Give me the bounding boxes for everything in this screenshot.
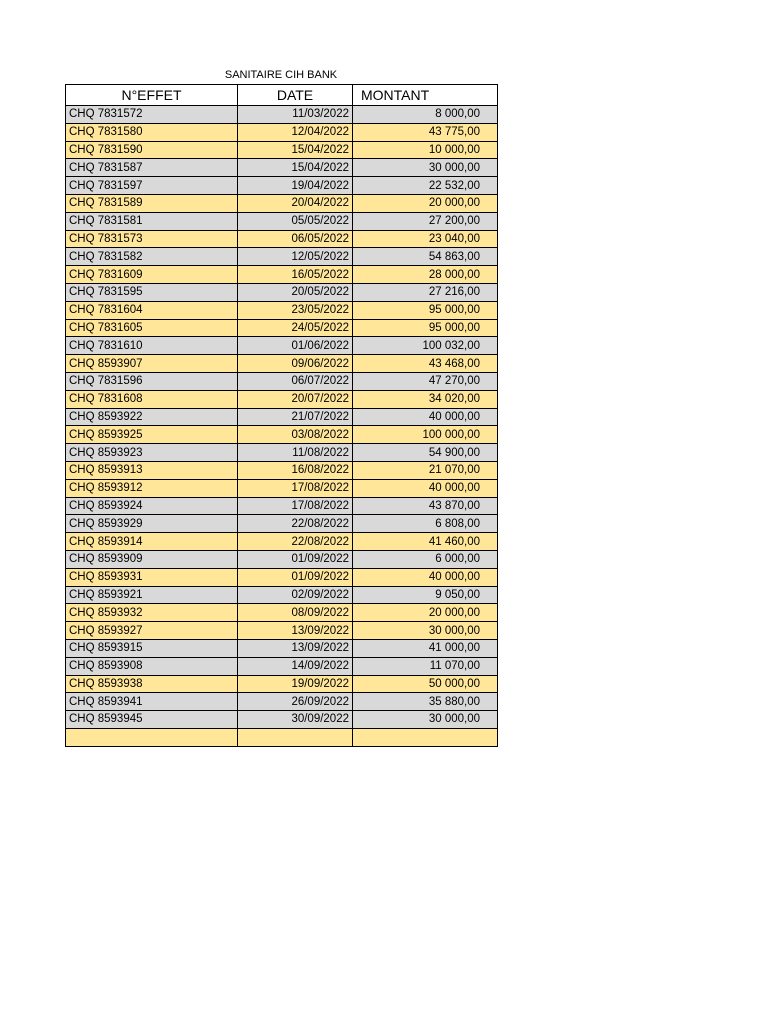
cell-montant: 22 532,00 xyxy=(353,177,498,195)
table-row xyxy=(66,568,498,586)
cell-montant: 6 000,00 xyxy=(353,550,498,568)
cell-effet: CHQ 8593923 xyxy=(66,444,238,462)
table-row xyxy=(66,657,498,675)
cell-effet: CHQ 7831587 xyxy=(66,159,238,177)
cell-date xyxy=(238,728,353,746)
cell-date: 20/07/2022 xyxy=(238,390,353,408)
cell-montant: 21 070,00 xyxy=(353,461,498,479)
cell-effet: CHQ 8593907 xyxy=(66,355,238,373)
cell-effet: CHQ 7831572 xyxy=(66,106,238,124)
table-row xyxy=(66,283,498,301)
cell-montant: 20 000,00 xyxy=(353,604,498,622)
table-row xyxy=(66,372,498,390)
cell-effet: CHQ 7831605 xyxy=(66,319,238,337)
cell-effet: CHQ 7831596 xyxy=(66,372,238,390)
table-body xyxy=(66,106,498,747)
cell-montant: 6 808,00 xyxy=(353,515,498,533)
cell-montant: 35 880,00 xyxy=(353,693,498,711)
cell-montant: 100 000,00 xyxy=(353,426,498,444)
cell-effet: CHQ 8593914 xyxy=(66,533,238,551)
cell-montant: 34 020,00 xyxy=(353,390,498,408)
cell-date: 01/09/2022 xyxy=(238,550,353,568)
cell-date: 06/07/2022 xyxy=(238,372,353,390)
cell-montant: 43 775,00 xyxy=(353,123,498,141)
cell-date: 16/05/2022 xyxy=(238,266,353,284)
table-row xyxy=(66,515,498,533)
cell-effet: CHQ 8593941 xyxy=(66,693,238,711)
cell-effet: CHQ 7831604 xyxy=(66,301,238,319)
table-row xyxy=(66,355,498,373)
cell-montant: 95 000,00 xyxy=(353,319,498,337)
cell-montant: 11 070,00 xyxy=(353,657,498,675)
cell-effet: CHQ 8593938 xyxy=(66,675,238,693)
cell-date: 11/03/2022 xyxy=(238,106,353,124)
cell-date: 15/04/2022 xyxy=(238,141,353,159)
cell-effet: CHQ 8593932 xyxy=(66,604,238,622)
cell-montant: 23 040,00 xyxy=(353,230,498,248)
cell-effet: CHQ 7831589 xyxy=(66,194,238,212)
table-row xyxy=(66,301,498,319)
cell-effet: CHQ 7831582 xyxy=(66,248,238,266)
cell-montant: 54 900,00 xyxy=(353,444,498,462)
cell-date: 12/05/2022 xyxy=(238,248,353,266)
table-row xyxy=(66,639,498,657)
cell-effet: CHQ 8593924 xyxy=(66,497,238,515)
cell-montant xyxy=(353,728,498,746)
table-row xyxy=(66,230,498,248)
cell-effet: CHQ 7831610 xyxy=(66,337,238,355)
cell-date: 23/05/2022 xyxy=(238,301,353,319)
cell-date: 19/04/2022 xyxy=(238,177,353,195)
cell-date: 01/06/2022 xyxy=(238,337,353,355)
table-row xyxy=(66,390,498,408)
cell-effet: CHQ 7831590 xyxy=(66,141,238,159)
cell-date: 16/08/2022 xyxy=(238,461,353,479)
cell-date: 20/04/2022 xyxy=(238,194,353,212)
cell-montant: 47 270,00 xyxy=(353,372,498,390)
cell-montant: 40 000,00 xyxy=(353,568,498,586)
table-row xyxy=(66,212,498,230)
cell-montant: 43 468,00 xyxy=(353,355,498,373)
table-row xyxy=(66,106,498,124)
cell-montant: 27 200,00 xyxy=(353,212,498,230)
cell-date: 17/08/2022 xyxy=(238,497,353,515)
table-row xyxy=(66,550,498,568)
cell-effet: CHQ 8593945 xyxy=(66,711,238,729)
cell-date: 03/08/2022 xyxy=(238,426,353,444)
table-row xyxy=(66,123,498,141)
table-row xyxy=(66,533,498,551)
table-row xyxy=(66,444,498,462)
cell-effet: CHQ 8593931 xyxy=(66,568,238,586)
cheque-ledger-table xyxy=(65,84,498,747)
cell-date: 13/09/2022 xyxy=(238,622,353,640)
cell-effet: CHQ 7831573 xyxy=(66,230,238,248)
cell-montant: 50 000,00 xyxy=(353,675,498,693)
cell-effet: CHQ 7831595 xyxy=(66,283,238,301)
table-row xyxy=(66,479,498,497)
cell-montant: 95 000,00 xyxy=(353,301,498,319)
cell-effet: CHQ 8593913 xyxy=(66,461,238,479)
table-row xyxy=(66,159,498,177)
cell-effet xyxy=(66,728,238,746)
cell-effet: CHQ 8593927 xyxy=(66,622,238,640)
table-row xyxy=(66,266,498,284)
table-row xyxy=(66,497,498,515)
header-effet: N°EFFET xyxy=(66,85,238,106)
cell-montant: 30 000,00 xyxy=(353,711,498,729)
table-row xyxy=(66,177,498,195)
table-row xyxy=(66,248,498,266)
cell-date: 13/09/2022 xyxy=(238,639,353,657)
cell-date: 20/05/2022 xyxy=(238,283,353,301)
cell-effet: CHQ 7831581 xyxy=(66,212,238,230)
cell-date: 17/08/2022 xyxy=(238,479,353,497)
cell-montant: 28 000,00 xyxy=(353,266,498,284)
cell-effet: CHQ 8593929 xyxy=(66,515,238,533)
cell-montant: 9 050,00 xyxy=(353,586,498,604)
cell-date: 05/05/2022 xyxy=(238,212,353,230)
cell-date: 11/08/2022 xyxy=(238,444,353,462)
cell-montant: 54 863,00 xyxy=(353,248,498,266)
table-row xyxy=(66,141,498,159)
table-row xyxy=(66,693,498,711)
cell-date: 24/05/2022 xyxy=(238,319,353,337)
cell-effet: CHQ 8593915 xyxy=(66,639,238,657)
cell-date: 19/09/2022 xyxy=(238,675,353,693)
cell-date: 02/09/2022 xyxy=(238,586,353,604)
cell-effet: CHQ 7831597 xyxy=(66,177,238,195)
header-montant: MONTANT xyxy=(353,85,498,106)
cell-montant: 40 000,00 xyxy=(353,408,498,426)
cell-montant: 40 000,00 xyxy=(353,479,498,497)
table-row xyxy=(66,711,498,729)
cell-montant: 30 000,00 xyxy=(353,622,498,640)
table-row xyxy=(66,461,498,479)
cell-effet: CHQ 7831608 xyxy=(66,390,238,408)
table-row xyxy=(66,408,498,426)
cell-effet: CHQ 8593925 xyxy=(66,426,238,444)
table-row xyxy=(66,426,498,444)
table-row-empty xyxy=(66,728,498,746)
cell-date: 09/06/2022 xyxy=(238,355,353,373)
cell-effet: CHQ 8593922 xyxy=(66,408,238,426)
table-row xyxy=(66,319,498,337)
cell-effet: CHQ 8593912 xyxy=(66,479,238,497)
table-row xyxy=(66,586,498,604)
table-row xyxy=(66,675,498,693)
cell-date: 21/07/2022 xyxy=(238,408,353,426)
cell-effet: CHQ 8593921 xyxy=(66,586,238,604)
table-row xyxy=(66,604,498,622)
cell-effet: CHQ 8593908 xyxy=(66,657,238,675)
cell-effet: CHQ 7831580 xyxy=(66,123,238,141)
cell-montant: 100 032,00 xyxy=(353,337,498,355)
cell-date: 30/09/2022 xyxy=(238,711,353,729)
document-title: SANITAIRE CIH BANK xyxy=(224,69,338,81)
header-date: DATE xyxy=(238,85,353,106)
cell-montant: 30 000,00 xyxy=(353,159,498,177)
cell-date: 14/09/2022 xyxy=(238,657,353,675)
cell-date: 08/09/2022 xyxy=(238,604,353,622)
table-row xyxy=(66,194,498,212)
cell-montant: 41 000,00 xyxy=(353,639,498,657)
cell-date: 22/08/2022 xyxy=(238,533,353,551)
cell-date: 15/04/2022 xyxy=(238,159,353,177)
cell-effet: CHQ 7831609 xyxy=(66,266,238,284)
cell-date: 22/08/2022 xyxy=(238,515,353,533)
cell-date: 26/09/2022 xyxy=(238,693,353,711)
cell-effet: CHQ 8593909 xyxy=(66,550,238,568)
cell-date: 12/04/2022 xyxy=(238,123,353,141)
table-header-row xyxy=(66,85,498,106)
cell-date: 01/09/2022 xyxy=(238,568,353,586)
cell-montant: 27 216,00 xyxy=(353,283,498,301)
cell-montant: 20 000,00 xyxy=(353,194,498,212)
table-row xyxy=(66,622,498,640)
cell-date: 06/05/2022 xyxy=(238,230,353,248)
cell-montant: 43 870,00 xyxy=(353,497,498,515)
cell-montant: 8 000,00 xyxy=(353,106,498,124)
cell-montant: 41 460,00 xyxy=(353,533,498,551)
table-row xyxy=(66,337,498,355)
cell-montant: 10 000,00 xyxy=(353,141,498,159)
